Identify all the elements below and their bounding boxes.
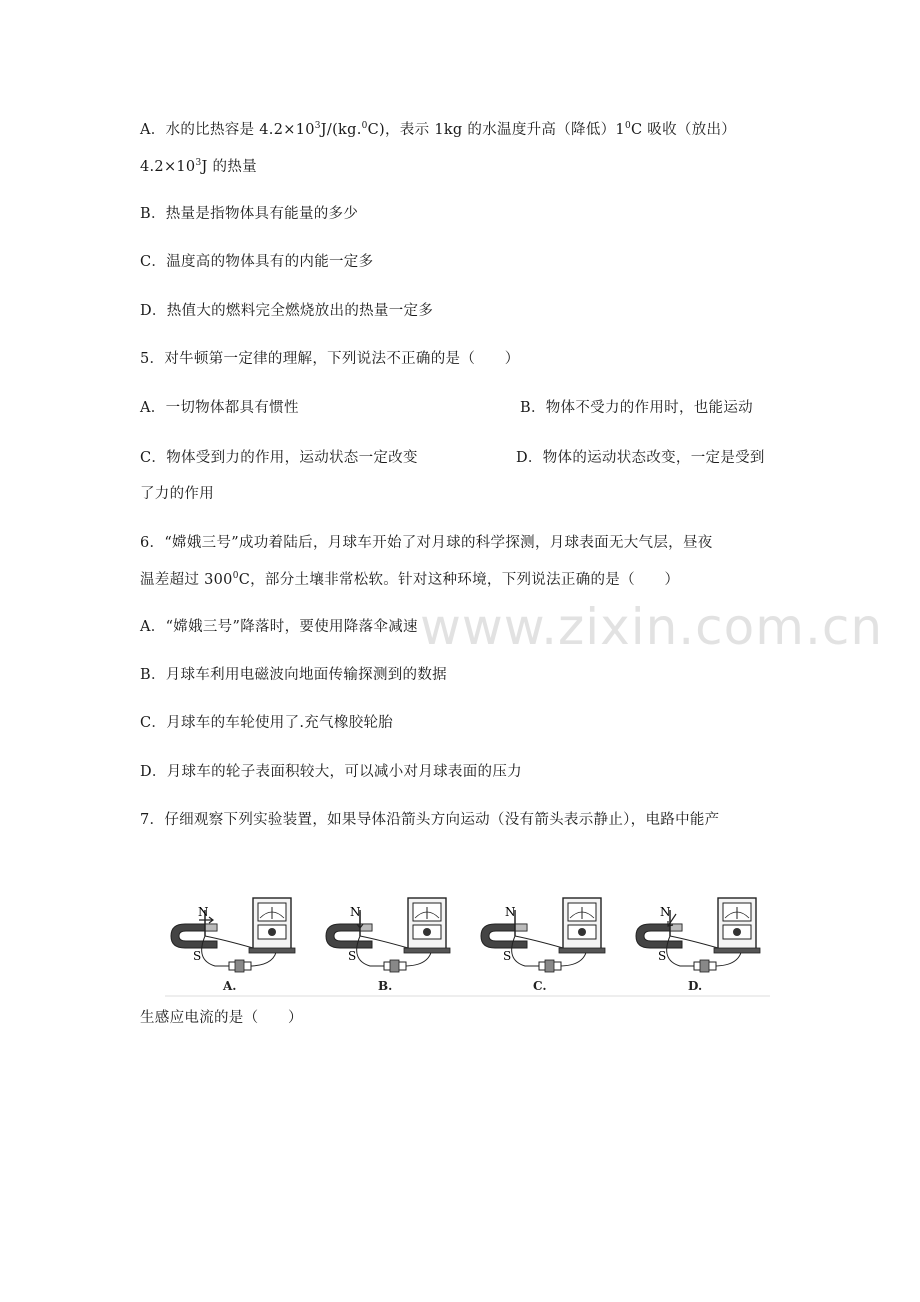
panel-label: D.	[688, 979, 703, 993]
q4-option-a-line1: A．水的比热容是 $4.2\times 10^3J/(kg.^0C)$，表示 1kg 的水温度升高（降低）$1^0C$ 吸收（放出）	[140, 121, 737, 138]
q5-option-c: C．物体受到力的作用，运动状态一定改变	[140, 450, 418, 466]
q4-option-c: C．温度高的物体具有的内能一定多	[140, 254, 374, 270]
q5-stem: 5．对牛顿第一定律的理解，下列说法不正确的是（ ）	[140, 351, 520, 367]
q6-option-a: A．“嫦娥三号”降落时，要使用降落伞减速	[140, 619, 418, 635]
q4-option-b: B．热量是指物体具有能量的多少	[140, 206, 359, 222]
q5-option-a: A．一切物体都具有惯性	[140, 400, 299, 416]
q7-stem-line2: 生感应电流的是（ ）	[140, 1010, 303, 1026]
q6-stem-line2: 温差超过 $300^0C$，部分土壤非常松软。针对这种环境，下列说法正确的是（ ）	[140, 571, 680, 588]
panel-b	[326, 898, 450, 993]
q5-option-d-continued: 了力的作用	[140, 486, 214, 502]
panel-label: A.	[223, 979, 237, 993]
q5-option-b: B．物体不受力的作用时，也能运动	[520, 400, 753, 416]
panel-c	[481, 898, 605, 993]
panel-d	[636, 898, 760, 993]
experiment-figure-svg	[165, 890, 770, 1000]
q4-option-d: D．热值大的燃料完全燃烧放出的热量一定多	[140, 303, 434, 319]
q6-option-d: D．月球车的轮子表面积较大，可以减小对月球表面的压力	[140, 764, 522, 780]
south-pole-label: S	[348, 949, 357, 963]
north-pole-label: N	[505, 905, 516, 919]
q6-stem-line1: 6．“嫦娥三号”成功着陆后，月球车开始了对月球的科学探测，月球表面无大气层，昼夜	[140, 535, 713, 551]
q7-stem-line1: 7．仔细观察下列实验装置，如果导体沿箭头方向运动（没有箭头表示静止），电路中能产	[140, 812, 720, 828]
panel-label: B.	[378, 979, 393, 993]
north-pole-label: N	[660, 905, 671, 919]
north-pole-label: N	[350, 905, 361, 919]
south-pole-label: S	[658, 949, 667, 963]
q5-option-d: D．物体的运动状态改变，一定是受到	[516, 450, 765, 466]
experiment-figure	[165, 890, 770, 1000]
south-pole-label: S	[503, 949, 512, 963]
north-pole-label: N	[198, 905, 209, 919]
q6-option-b: B．月球车利用电磁波向地面传输探测到的数据	[140, 667, 447, 683]
q4-option-a-line2: $4.2\times 10^3J$ 的热量	[140, 158, 257, 175]
panel-label: C.	[533, 979, 547, 993]
q6-option-c: C．月球车的车轮使用了.充气橡胶轮胎	[140, 715, 394, 731]
panel-a	[171, 898, 295, 993]
watermark: www.zixin.com.cn	[420, 598, 884, 656]
south-pole-label: S	[193, 949, 202, 963]
